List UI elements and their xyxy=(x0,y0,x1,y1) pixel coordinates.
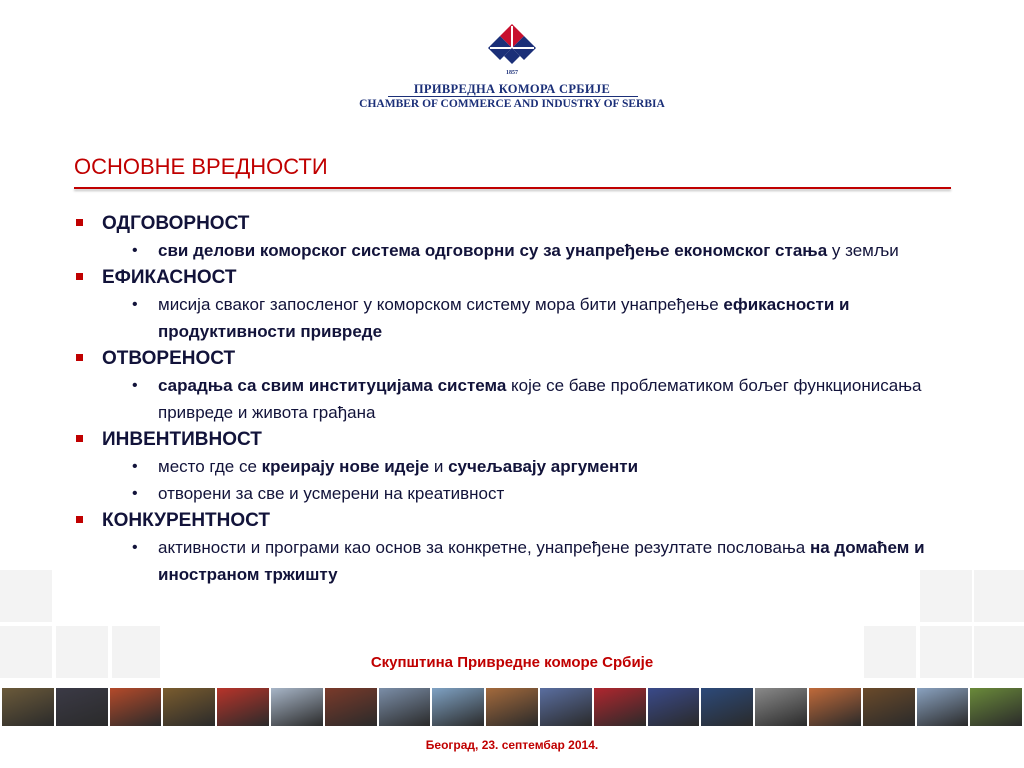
point-text: сви делови коморског система одговорни су за унапређење економског стања xyxy=(158,241,828,260)
photo-thumbnail xyxy=(56,688,108,726)
photo-thumbnail xyxy=(271,688,323,726)
point-text: и xyxy=(429,457,449,476)
value-heading: ИНВЕНТИВНОСТ xyxy=(74,426,954,453)
org-name-en: CHAMBER OF COMMERCE AND INDUSTRY OF SERBIA xyxy=(359,98,665,110)
bullet-icon: • xyxy=(132,458,138,475)
value-point xyxy=(132,237,954,264)
logo-mark-icon xyxy=(488,24,536,70)
value-point xyxy=(132,291,954,345)
point-text: активности и програми као основ за конкретне, унапређене резултате пословања xyxy=(158,538,810,557)
photo-thumbnail xyxy=(594,688,646,726)
photo-thumbnail xyxy=(755,688,807,726)
value-heading: ОТВОРЕНОСТ xyxy=(74,345,954,372)
value-heading: КОНКУРЕНТНОСТ xyxy=(74,507,954,534)
value-point xyxy=(132,453,954,480)
point-text: сарадња са свим институцијама система xyxy=(158,376,507,395)
org-divider xyxy=(388,96,638,97)
bullet-icon: • xyxy=(132,539,138,556)
footer-date: Београд, 23. септембар 2014. xyxy=(425,738,599,752)
point-text: креирају нове идеје xyxy=(261,457,430,476)
value-heading: ОДГОВОРНОСТ xyxy=(74,210,954,237)
value-heading: ЕФИКАСНОСТ xyxy=(74,264,954,291)
bullet-icon: • xyxy=(132,296,138,313)
point-text: ефикасности и продуктивности привреде xyxy=(158,295,850,341)
point-text: које се баве проблематиком бољег функционисања привреде и живота грађана xyxy=(158,376,922,422)
point-text: отворени за све и усмерени на креативност xyxy=(158,484,505,503)
photo-thumbnail xyxy=(540,688,592,726)
photo-thumbnail xyxy=(648,688,700,726)
point-text: место где се xyxy=(158,457,262,476)
photo-thumbnail xyxy=(2,688,54,726)
photo-thumbnail xyxy=(486,688,538,726)
point-text: мисија сваког запосленог у коморском систему мора бити унапређење xyxy=(158,295,724,314)
bullet-icon: • xyxy=(132,485,138,502)
photo-thumbnail xyxy=(432,688,484,726)
bullet-icon: • xyxy=(132,377,138,394)
logo-year: 1857 xyxy=(506,70,518,76)
value-point xyxy=(132,372,954,426)
photo-thumbnail xyxy=(701,688,753,726)
photo-thumbnail xyxy=(863,688,915,726)
photo-thumbnail xyxy=(970,688,1022,726)
footer-event: Скупштина Привредне коморе Србије xyxy=(370,654,654,671)
photo-thumbnail xyxy=(325,688,377,726)
values-list xyxy=(74,210,954,588)
chamber-logo xyxy=(484,22,540,78)
photo-thumbnail xyxy=(809,688,861,726)
photo-thumbnail xyxy=(917,688,969,726)
point-text: на домаћем и иностраном тржишту xyxy=(158,538,925,584)
title-underline xyxy=(74,187,951,189)
bullet-icon: • xyxy=(132,242,138,259)
value-point xyxy=(132,534,954,588)
slide-title: ОСНОВНЕ ВРЕДНОСТИ xyxy=(74,154,328,179)
photo-thumbnail xyxy=(217,688,269,726)
value-point xyxy=(132,480,954,507)
photo-thumbnail xyxy=(163,688,215,726)
point-text: у земљи xyxy=(827,241,899,260)
point-text: сучељавају аргументи xyxy=(448,457,639,476)
photo-thumbnail xyxy=(379,688,431,726)
org-name-sr: ПРИВРЕДНА КОМОРА СРБИЈЕ xyxy=(413,82,611,96)
photo-strip xyxy=(2,688,1022,726)
photo-thumbnail xyxy=(110,688,162,726)
